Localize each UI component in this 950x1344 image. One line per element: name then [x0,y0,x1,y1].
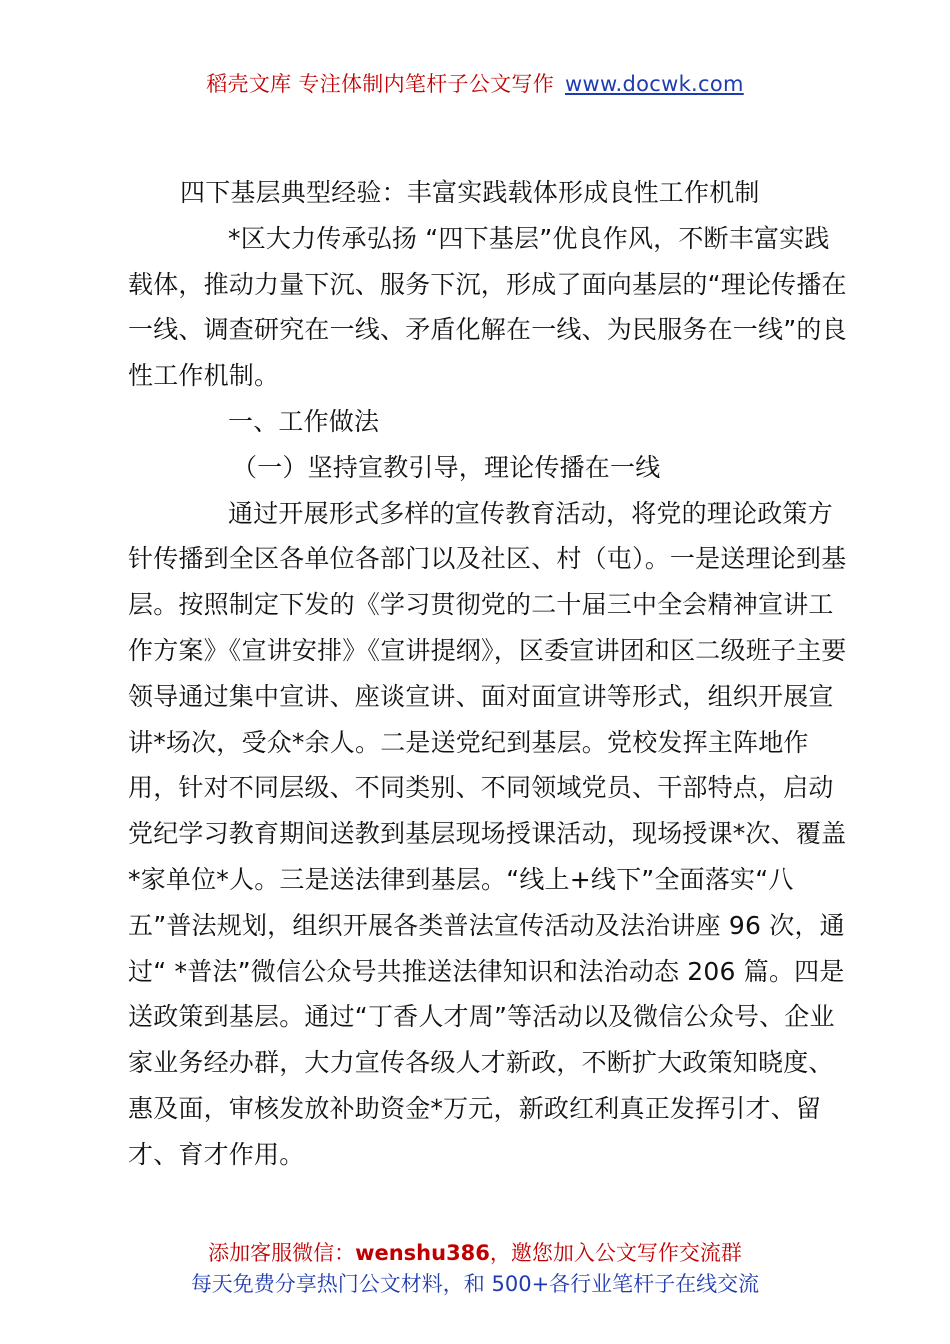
footer-contact-line [0,1238,950,1269]
intro-paragraph: *区大力传承弘扬 “四下基层”优良作风，不断丰富实践载体，推动力量下沉、服务下沉，形成了面向基层的“理论传播在一线、调查研究在一线、矛盾化解在一线、为民服务在一线”的良性工作机制。 [128,223,847,391]
site-link[interactable]: www.docwk.com [565,72,744,96]
body-paragraph: 通过开展形式多样的宣传教育活动，将党的理论政策方针传播到全区各单位各部门以及社区、村（屯）。一是送理论到基层。按照制定下发的《学习贯彻党的二十届三中全会精神宣讲工作方案》《宣讲安排》《宣讲提纲》，区委宣讲团和区二级班子主要领导通过集中宣讲、座谈宣讲、面对面宣讲等形式，组织开展宣讲*场次，受众*余人。二是送党纪到基层。党校发挥主阵地作用，针对不同层级、不同类别、不同领域党员、干部特点，启动党纪学习教育期间送教到基层现场授课活动，现场授课*次、覆盖*家单位*人。三是送法律到基层。“线上+线下”全面落实“八五”普法规划，组织开展各类普法宣传活动及法治讲座 96 次，通过“ *普法”微信公众号共推送法律知识和法治动态 206 篇。四是送政策到基层。通过“丁香人才周”等活动以及微信公众号、企业家业务经办群，大力宣传各级人才新政，不断扩大政策知晓度、惠及面，审核发放补助资金*万元，新政红利真正发挥引才、留才、育才作用。 [128,498,847,1169]
page-footer [0,1238,950,1300]
footer-contact-suffix: ，邀您加入公文写作交流群 [489,1241,742,1265]
wechat-id: wenshu386 [355,1241,490,1265]
document-title: 四下基层典型经验：丰富实践载体形成良性工作机制 [180,178,760,207]
footer-share-line: 每天免费分享热门公文材料，和 500+各行业笔杆子在线交流 [190,1272,760,1296]
section-heading: 一、工作做法 [228,406,380,436]
footer-contact-prefix: 添加客服微信： [208,1241,356,1265]
page-header [0,68,950,98]
subsection-heading: （一）坚持宣教引导，理论传播在一线 [232,452,661,482]
document-body [128,170,848,1178]
header-brand: 稻壳文库 专注体制内笔杆子公文写作 [206,72,555,96]
